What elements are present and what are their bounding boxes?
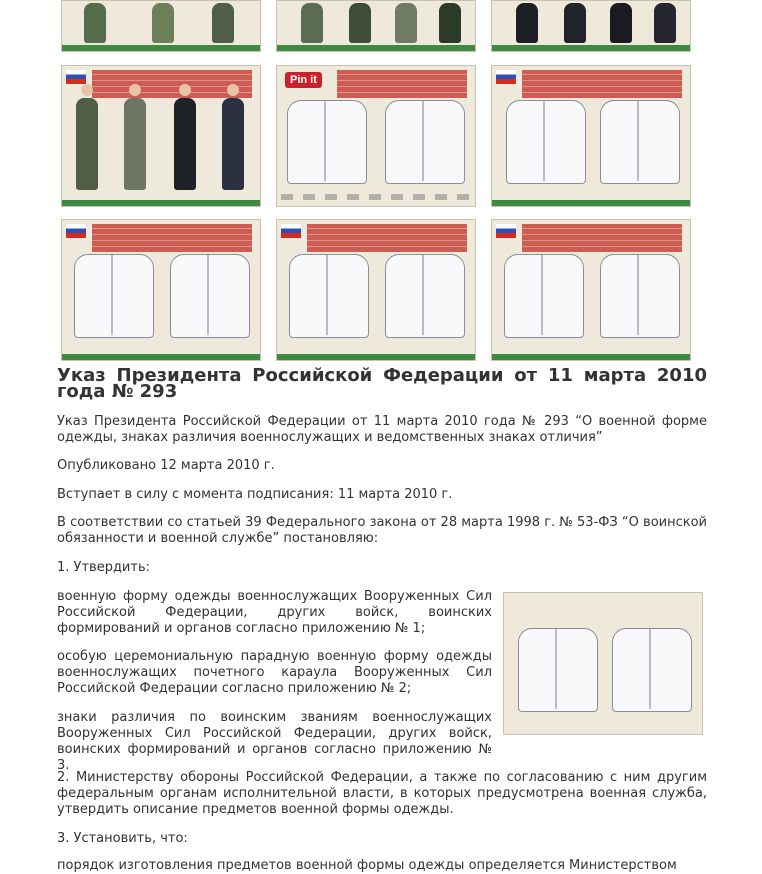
article-paragraph: особую церемониальную парадную военную форму одежды военнослужащих почетного караула Вооруженных Сил Российской Федерации согласно приложению № 2;: [57, 649, 492, 696]
gallery-image[interactable]: [61, 65, 261, 207]
article-paragraph: 3. Установить, что:: [57, 831, 188, 846]
gallery-image[interactable]: [61, 0, 261, 52]
flag-icon: [496, 224, 516, 238]
flag-icon: [66, 70, 86, 84]
article-paragraph: Указ Президента Российской Федерации от 11 марта 2010 года № 293 “О военной форме одежды, знаках различия военнослужащих и ведомственных знаках отличия”: [57, 414, 707, 445]
article-paragraph: 2. Министерству обороны Российской Федерации, а также по согласованию с ним другим федеральным органам исполнительной власти, в которых предусмотрена военная служба, утвердить описание предметов военной формы одежды.: [57, 770, 707, 817]
article-paragraph: Вступает в силу с момента подписания: 11 марта 2010 г.: [57, 487, 453, 502]
article-paragraph: военную форму одежды военнослужащих Вооруженных Сил Российской Федерации, других войск, воинских формирований и органов согласно приложению № 1;: [57, 589, 492, 636]
gallery-image[interactable]: [276, 65, 476, 207]
article-paragraph: знаки различия по воинским званиям военнослужащих Вооруженных Сил Российской Федерации, других войск, воинских формирований и органов согласно приложению № 3.: [57, 710, 492, 773]
gallery-image[interactable]: [491, 0, 691, 52]
gallery-image[interactable]: [276, 219, 476, 361]
article-paragraph: Опубликовано 12 марта 2010 г.: [57, 458, 275, 473]
article-image[interactable]: [503, 592, 703, 735]
article-paragraph: 1. Утвердить:: [57, 560, 150, 575]
flag-icon: [66, 224, 86, 238]
gallery-image[interactable]: [276, 0, 476, 52]
flag-icon: [496, 70, 516, 84]
flag-icon: [281, 224, 301, 238]
article-paragraph: В соответствии со статьей 39 Федерального закона от 28 марта 1998 г. № 53-ФЗ “О воинской обязанности и военной службе” постановляю:: [57, 515, 707, 546]
pin-it-button[interactable]: Pin it: [285, 72, 322, 88]
article-title: Указ Президента Российской Федерации от 11 марта 2010 года № 293: [57, 365, 707, 402]
gallery-image[interactable]: [61, 219, 261, 361]
gallery-image[interactable]: [491, 219, 691, 361]
article-paragraph: порядок изготовления предметов военной формы одежды определяется Министерством: [57, 858, 677, 873]
gallery-image[interactable]: [491, 65, 691, 207]
uniform-gallery: [0, 0, 762, 362]
